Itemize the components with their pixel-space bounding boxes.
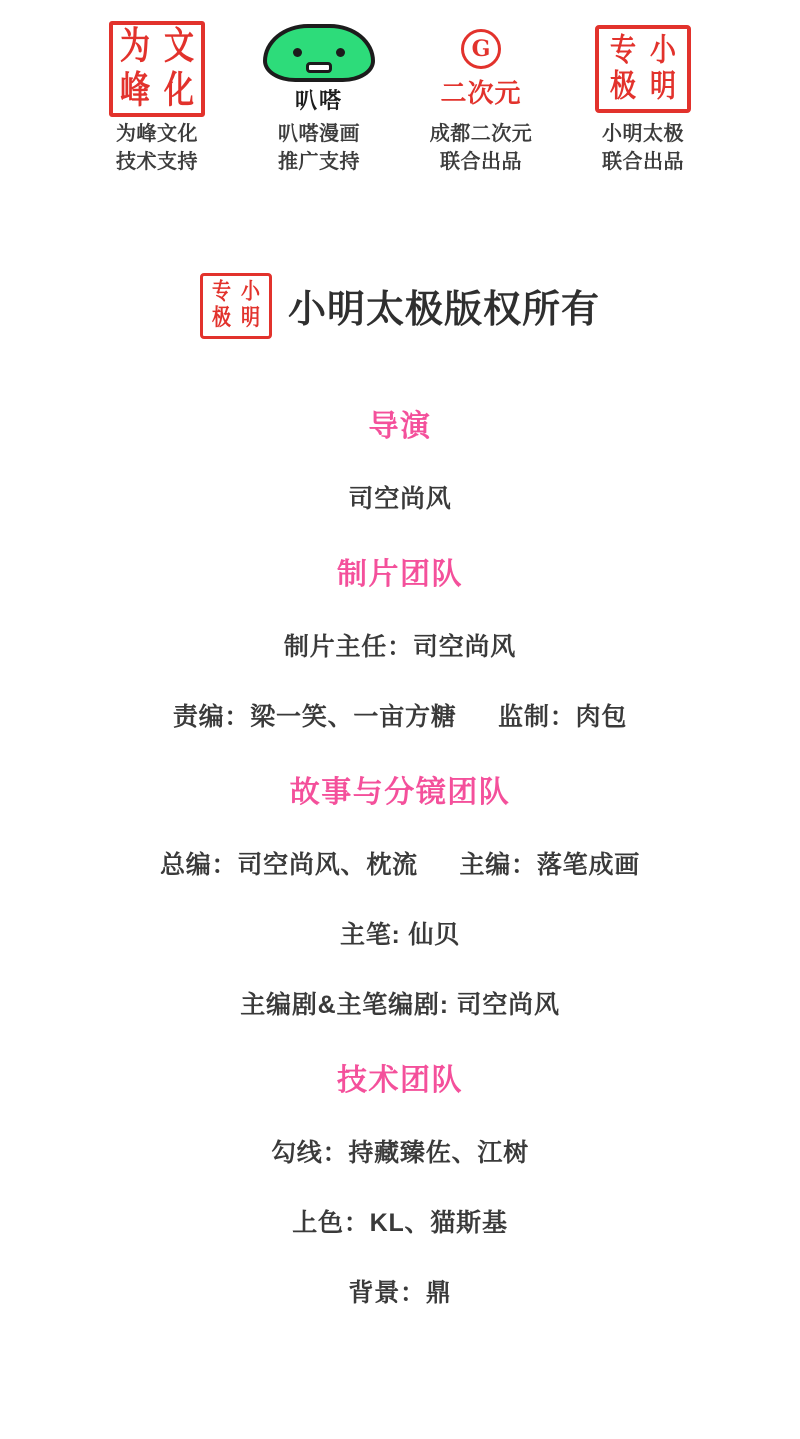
credit-line (240, 985, 560, 1021)
weifeng-seal-icon (109, 26, 205, 112)
dakaka-wordmark: 叭嗒 (294, 88, 343, 114)
seal-char: 专 (211, 278, 231, 306)
credit-part: 主编：落笔成画 (459, 850, 641, 879)
credit-part: 责编：梁一笑、一亩方糖 (172, 702, 457, 731)
partner-xiaoming-taiji (581, 26, 705, 177)
partner-chengdu-erciyuan (419, 26, 543, 177)
credit-section-director (0, 401, 800, 549)
credit-part: 主笔: 仙贝 (339, 920, 461, 949)
credit-line (292, 1203, 508, 1239)
credit-part: 勾线：持藏臻佐、江树 (270, 1138, 529, 1167)
partner-caption: 叭嗒漫画 推广支持 (278, 123, 360, 174)
credit-part: 监制：肉包 (498, 702, 628, 731)
blob-mouth-icon (306, 62, 332, 73)
credit-part: 主编剧&主笔编剧: 司空尚风 (240, 990, 560, 1019)
seal-char: 化 (164, 68, 194, 113)
section-title: 故事与分镜团队 (289, 775, 511, 809)
partner-dakaka (257, 26, 381, 177)
dakaka-blob-icon (259, 26, 379, 112)
section-title: 技术团队 (337, 1063, 463, 1097)
credit-part: 总编：司空尚风、枕流 (159, 850, 418, 879)
erciyuan-glyph-icon: G (461, 29, 501, 69)
section-title: 制片团队 (337, 557, 463, 591)
credit-line (271, 1133, 529, 1169)
copyright-text: 小明太极版权所有 (287, 289, 600, 332)
credit-line (173, 697, 627, 733)
blob-eye-left-icon (293, 48, 302, 57)
seal-char: 为 (120, 24, 150, 69)
copyright-row (0, 273, 800, 339)
credit-line (160, 845, 640, 881)
credit-line (348, 1273, 451, 1309)
seal-char: 小 (649, 33, 676, 69)
seal-char: 峰 (120, 68, 150, 113)
partner-caption: 成都二次元 联合出品 (429, 123, 533, 174)
erciyuan-logo-icon (422, 26, 540, 112)
xiaoming-taiji-seal-icon (595, 26, 691, 112)
credits-list (0, 401, 800, 1343)
blob-eye-right-icon (336, 48, 345, 57)
credit-section-technical (0, 1055, 800, 1343)
partner-weifeng (95, 26, 219, 177)
partner-caption: 小明太极 联合出品 (602, 123, 684, 174)
partner-logo-row (0, 0, 800, 177)
copyright-seal-icon (200, 273, 272, 339)
section-title: 导演 (368, 409, 432, 443)
seal-char: 极 (211, 304, 231, 332)
credit-line (340, 915, 460, 951)
erciyuan-wordmark: 二次元 (440, 78, 522, 109)
credit-part: 上色：KL、猫斯基 (292, 1208, 508, 1237)
seal-char: 明 (649, 69, 676, 105)
seal-char: 文 (164, 24, 194, 69)
credit-part: 背景：鼎 (348, 1278, 452, 1307)
credit-part: 制片主任：司空尚风 (283, 632, 517, 661)
credit-part: 司空尚风 (348, 484, 452, 513)
seal-char: 明 (240, 304, 260, 332)
credit-line (348, 479, 451, 515)
seal-char: 小 (240, 278, 260, 306)
seal-char: 专 (609, 33, 636, 69)
seal-char: 极 (609, 69, 636, 105)
credit-section-production (0, 549, 800, 767)
credit-section-story-storyboard (0, 767, 800, 1055)
partner-caption: 为峰文化 技术支持 (116, 123, 198, 174)
credit-line (284, 627, 516, 663)
